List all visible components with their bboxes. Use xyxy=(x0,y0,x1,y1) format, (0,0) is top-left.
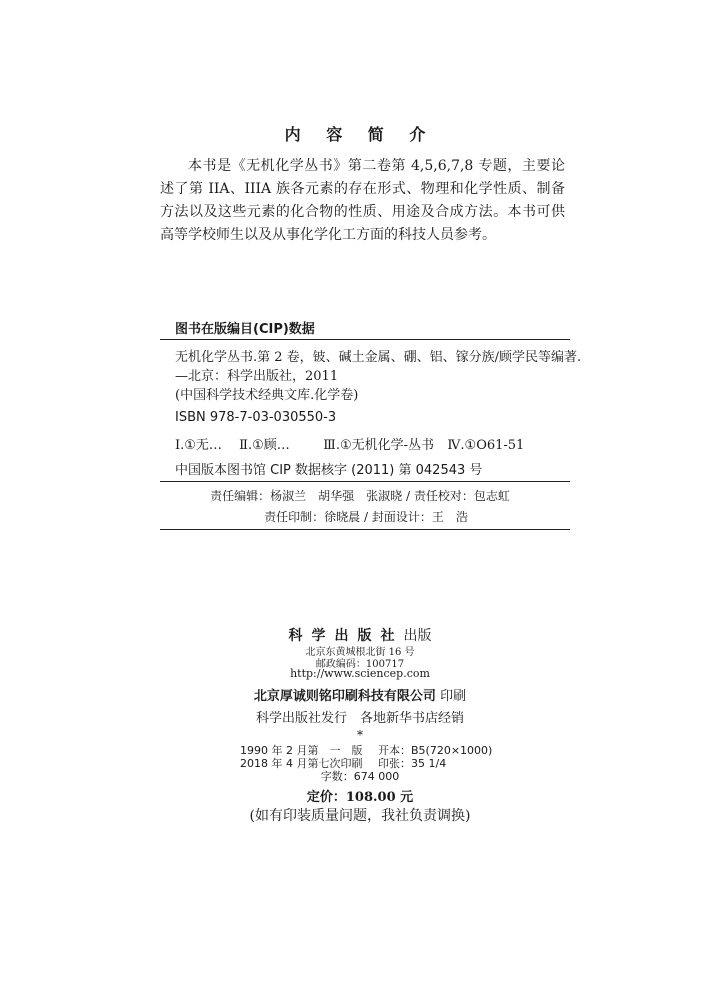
publisher-name: 科学出版社 xyxy=(288,628,404,644)
cip-top-rule xyxy=(160,339,570,340)
cip-series-line: (中国科学技术经典文库.化学卷) xyxy=(175,388,359,403)
publisher-address: 北京东黄城根北街 16 号 xyxy=(305,647,415,658)
classification-item: Ⅳ.①O61-51 xyxy=(447,438,525,453)
word-count: 字数：674 000 xyxy=(320,770,400,783)
classification-item: Ⅱ.①顾… xyxy=(239,438,290,453)
quality-note: (如有印装质量问题，我社负责调换) xyxy=(249,808,471,824)
classification-item: Ⅲ.①无机化学-丛书 xyxy=(323,438,434,453)
credits-line-1: 责任编辑：杨淑兰 胡华强 张淑晓 / 责任校对：包志虹 xyxy=(210,489,510,503)
distribution-line: 科学出版社发行 各地新华书店经销 xyxy=(255,711,464,726)
price: 定价：108.00 元 xyxy=(306,790,414,805)
separator-asterisk: * xyxy=(357,728,363,742)
cip-classification xyxy=(175,434,524,453)
first-edition: 1990 年 2 月第 一 版 xyxy=(240,744,363,757)
publisher-line xyxy=(0,625,720,645)
book-format: 开本：B5(720×1000) xyxy=(378,744,493,757)
cip-isbn: ISBN 978-7-03-030550-3 xyxy=(175,410,337,425)
credits-rule xyxy=(160,529,570,530)
publisher-postcode: 邮政编码：100717 xyxy=(315,659,405,670)
classification-item: Ⅰ.①无… xyxy=(175,438,222,453)
summary-body: 本书是《无机化学丛书》第二卷第 4,5,6,7,8 专题，主要论述了第 IIA、IIIA 族各元素的存在形式、物理和化学性质、制备方法以及这些元素的化合物的性质、用途及合成方法。本书可供高等学校师生以及从事化学化工方面的科技人员参考。 xyxy=(160,158,565,243)
printer-name: 北京厚诚则铭印刷科技有限公司 xyxy=(253,689,436,704)
cip-publisher-line: —北京：科学出版社，2011 xyxy=(175,369,339,384)
publisher-suffix: 出版 xyxy=(403,628,432,644)
printing-info: 2018 年 4 月第七次印刷 xyxy=(240,757,363,770)
printed-sheets: 印张：35 1/4 xyxy=(378,757,447,770)
printer-line xyxy=(0,685,720,704)
edition-info xyxy=(240,744,493,783)
cip-heading: 图书在版编目(CIP)数据 xyxy=(175,322,315,337)
credits-line-2: 责任印制：徐晓晨 / 封面设计：王 浩 xyxy=(264,510,468,524)
cip-verification: 中国版本图书馆 CIP 数据核字 (2011) 第 042543 号 xyxy=(175,463,483,478)
printer-suffix: 印刷 xyxy=(440,689,467,704)
publisher-url: http://www.sciencep.com xyxy=(290,667,430,680)
cip-title-line: 无机化学丛书.第 2 卷，铍、碱土金属、硼、铝、镓分族/顾学民等编著. xyxy=(175,350,582,365)
cip-bottom-rule xyxy=(160,481,570,482)
summary-title: 内 容 简 介 xyxy=(284,125,436,144)
